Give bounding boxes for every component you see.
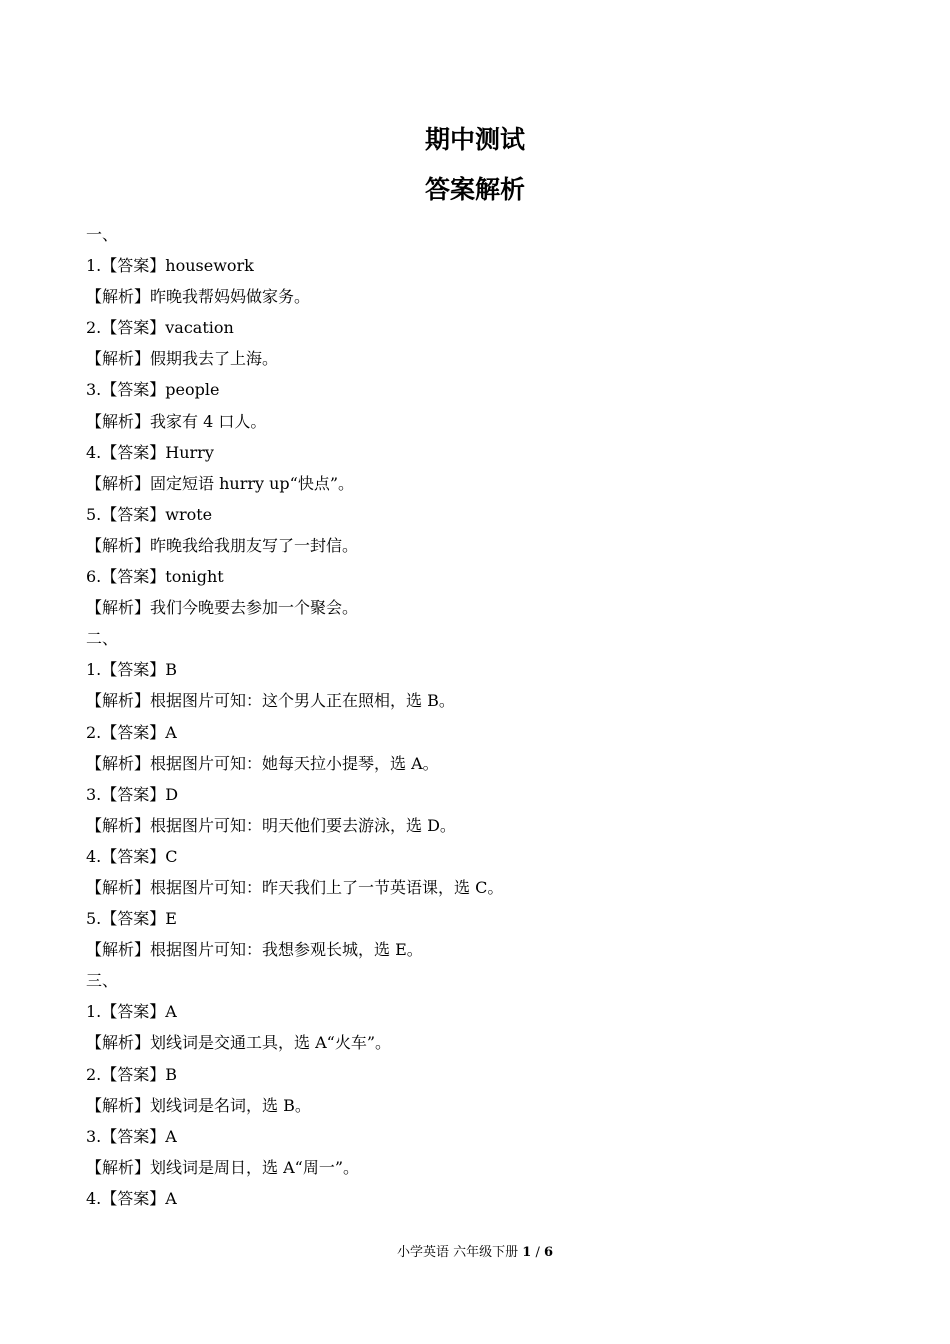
answer-line: 3.【答案】people <box>86 380 220 400</box>
explanation-line: 【解析】根据图片可知：昨天我们上了一节英语课，选 C。 <box>86 877 504 897</box>
explanation-line: 【解析】我家有 4 口人。 <box>86 411 267 431</box>
page-number-total: 6 <box>543 1245 554 1260</box>
explanation-line: 【解析】昨晚我帮妈妈做家务。 <box>86 287 311 307</box>
answer-list <box>86 219 866 1214</box>
answer-line: 2.【答案】A <box>86 722 177 742</box>
explanation-line: 【解析】昨晚我给我朋友写了一封信。 <box>86 535 359 555</box>
section-heading-1: 一、 <box>86 225 119 244</box>
answer-line: 1.【答案】B <box>86 660 178 680</box>
answer-line: 2.【答案】B <box>86 1064 178 1084</box>
explanation-line: 【解析】我们今晚要去参加一个聚会。 <box>86 598 359 618</box>
explanation-line: 【解析】根据图片可知：她每天拉小提琴，选 A。 <box>86 753 439 773</box>
explanation-line: 【解析】根据图片可知：这个男人正在照相，选 B。 <box>86 691 455 711</box>
answer-line: 4.【答案】A <box>86 1188 177 1208</box>
answer-line: 4.【答案】Hurry <box>86 442 214 462</box>
explanation-line: 【解析】划线词是周日，选 A“周一”。 <box>86 1157 360 1177</box>
answer-line: 2.【答案】vacation <box>86 318 234 338</box>
answer-line: 1.【答案】housework <box>86 256 254 276</box>
document-title: 期中测试 <box>424 125 525 154</box>
explanation-line: 【解析】根据图片可知：我想参观长城，选 E。 <box>86 940 423 960</box>
page-number-current: 1 <box>522 1245 532 1260</box>
answer-line: 1.【答案】A <box>86 1002 177 1022</box>
footer-label: 小学英语 六年级下册 <box>396 1245 519 1260</box>
explanation-line: 【解析】划线词是交通工具，选 A“火车”。 <box>86 1033 392 1053</box>
answer-line: 3.【答案】D <box>86 784 179 804</box>
explanation-line: 【解析】固定短语 hurry up“快点”。 <box>86 473 355 493</box>
answer-line: 3.【答案】A <box>86 1126 177 1146</box>
page-footer <box>0 1243 950 1263</box>
explanation-line: 【解析】根据图片可知：明天他们要去游泳，选 D。 <box>86 815 456 835</box>
answer-line: 5.【答案】wrote <box>86 504 213 524</box>
answer-line: 4.【答案】C <box>86 846 178 866</box>
answer-line: 6.【答案】tonight <box>86 567 224 587</box>
explanation-line: 【解析】划线词是名词，选 B。 <box>86 1095 311 1115</box>
explanation-line: 【解析】假期我去了上海。 <box>86 349 279 369</box>
page-number-separator: / <box>535 1245 540 1260</box>
section-heading-2: 二、 <box>86 629 119 649</box>
document-subtitle: 答案解析 <box>424 175 525 204</box>
answer-line: 5.【答案】E <box>86 909 177 929</box>
section-heading-3: 三、 <box>86 971 119 991</box>
